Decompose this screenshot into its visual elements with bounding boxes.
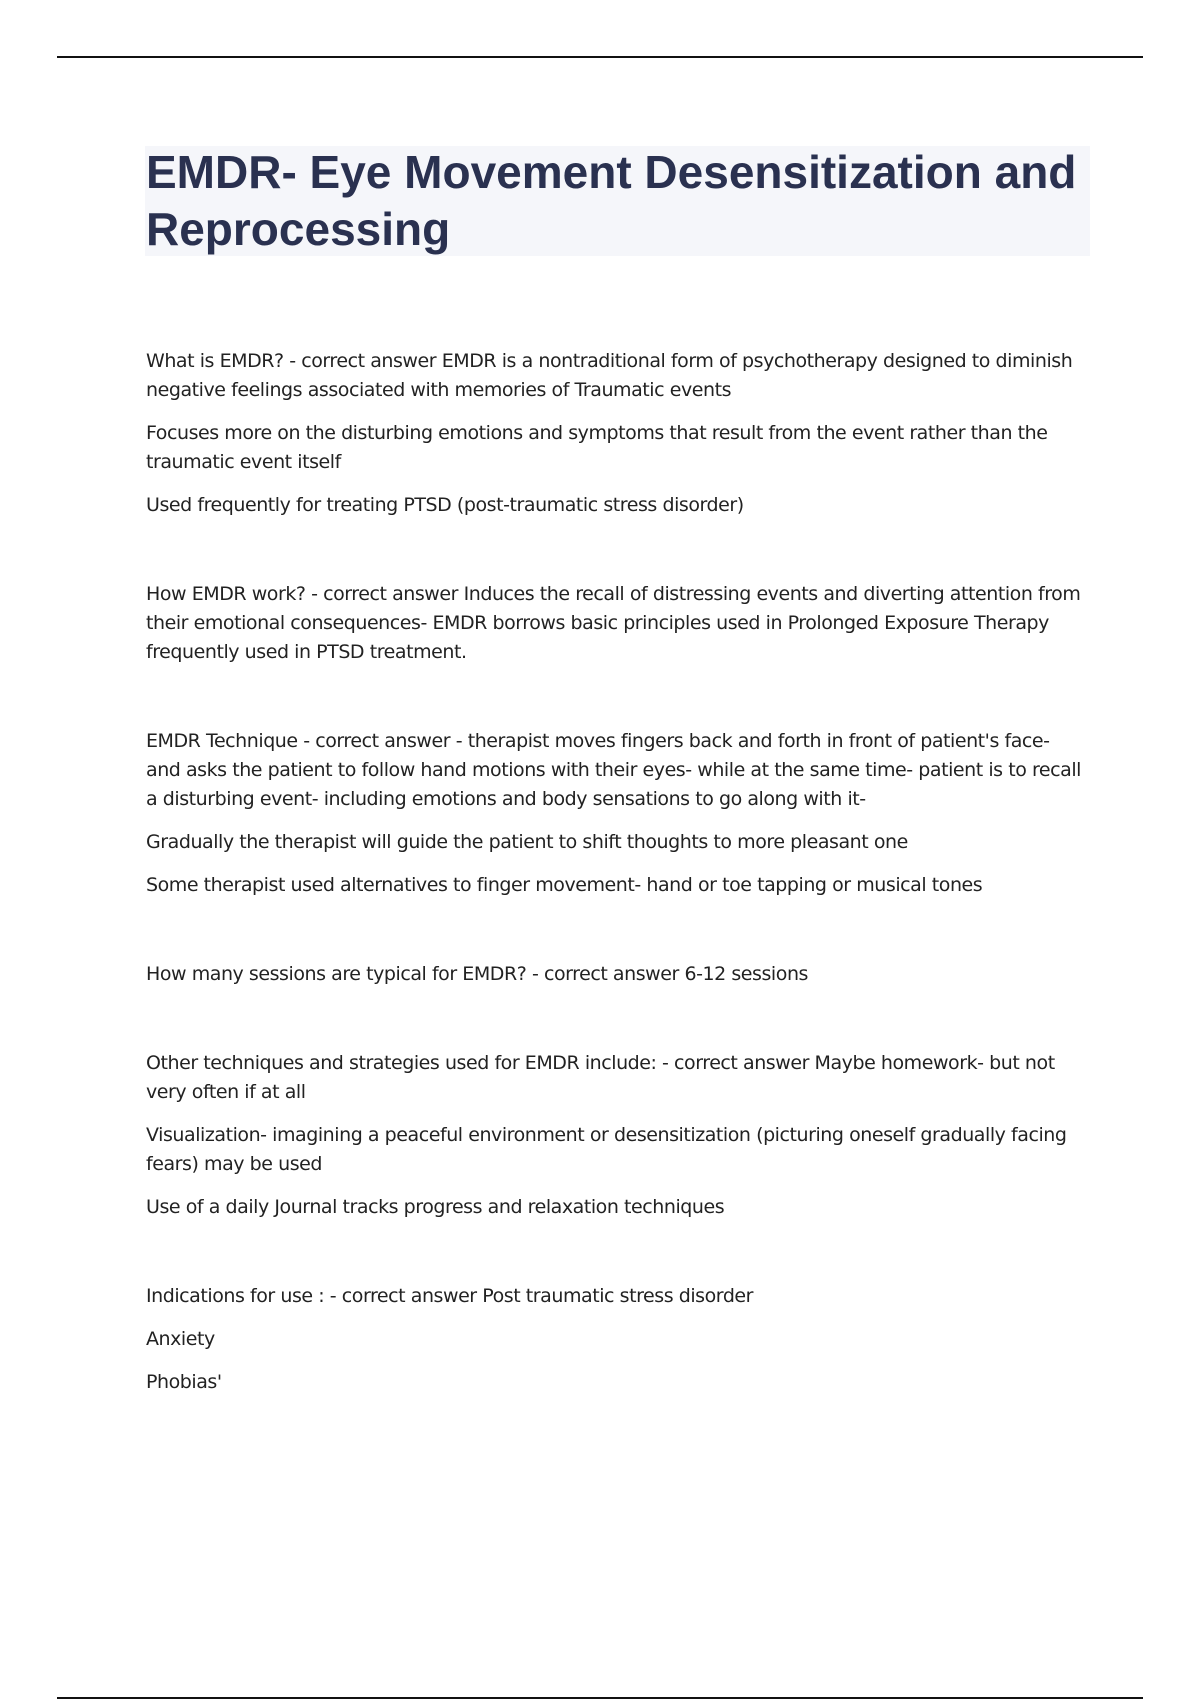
qa-line: Phobias' [146, 1371, 222, 1393]
qa-line: How EMDR work? - correct answer Induces the recall of distressing events and diverting attention from their emotional consequences- EMDR borrows basic principles used in Prolonged Exposure Therapy frequently used in PTSD treatment. [146, 583, 1081, 663]
qa-block-what-is-emdr [146, 347, 1086, 520]
qa-block-emdr-technique [146, 727, 1086, 900]
qa-line: Focuses more on the disturbing emotions and symptoms that result from the event rather than the traumatic event itself [146, 422, 1048, 473]
qa-line: Gradually the therapist will guide the patient to shift thoughts to more pleasant one [146, 831, 908, 853]
qa-line: Some therapist used alternatives to finger movement- hand or toe tapping or musical tones [146, 874, 983, 896]
qa-line: Anxiety [146, 1328, 215, 1350]
qa-block-other-techniques [146, 1049, 1086, 1222]
qa-line: EMDR Technique - correct answer - therapist moves fingers back and forth in front of patient's face- and asks the patient to follow hand motions with their eyes- while at the same time- patient is to recall a disturbing event- including emotions and body sensations to go along with it- [146, 730, 1081, 810]
qa-block-sessions [146, 960, 1086, 989]
qa-line: Used frequently for treating PTSD (post-traumatic stress disorder) [146, 494, 744, 516]
bottom-rule [57, 1697, 1143, 1699]
qa-line: How many sessions are typical for EMDR? - correct answer 6-12 sessions [146, 963, 808, 985]
qa-line: Other techniques and strategies used for EMDR include: - correct answer Maybe homework- but not very often if at all [146, 1052, 1055, 1103]
document-body [146, 347, 1086, 1457]
qa-line: What is EMDR? - correct answer EMDR is a nontraditional form of psychotherapy designed to diminish negative feelings associated with memories of Traumatic events [146, 350, 1073, 401]
top-rule [57, 56, 1143, 58]
qa-line: Indications for use : - correct answer Post traumatic stress disorder [146, 1285, 754, 1307]
qa-block-indications [146, 1282, 1086, 1397]
document-title: EMDR- Eye Movement Desensitization and Reprocessing [146, 146, 1077, 255]
qa-block-how-emdr-works [146, 580, 1086, 667]
qa-line: Visualization- imagining a peaceful environment or desensitization (picturing oneself gradually facing fears) may be used [146, 1124, 1067, 1175]
qa-line: Use of a daily Journal tracks progress and relaxation techniques [146, 1196, 725, 1218]
